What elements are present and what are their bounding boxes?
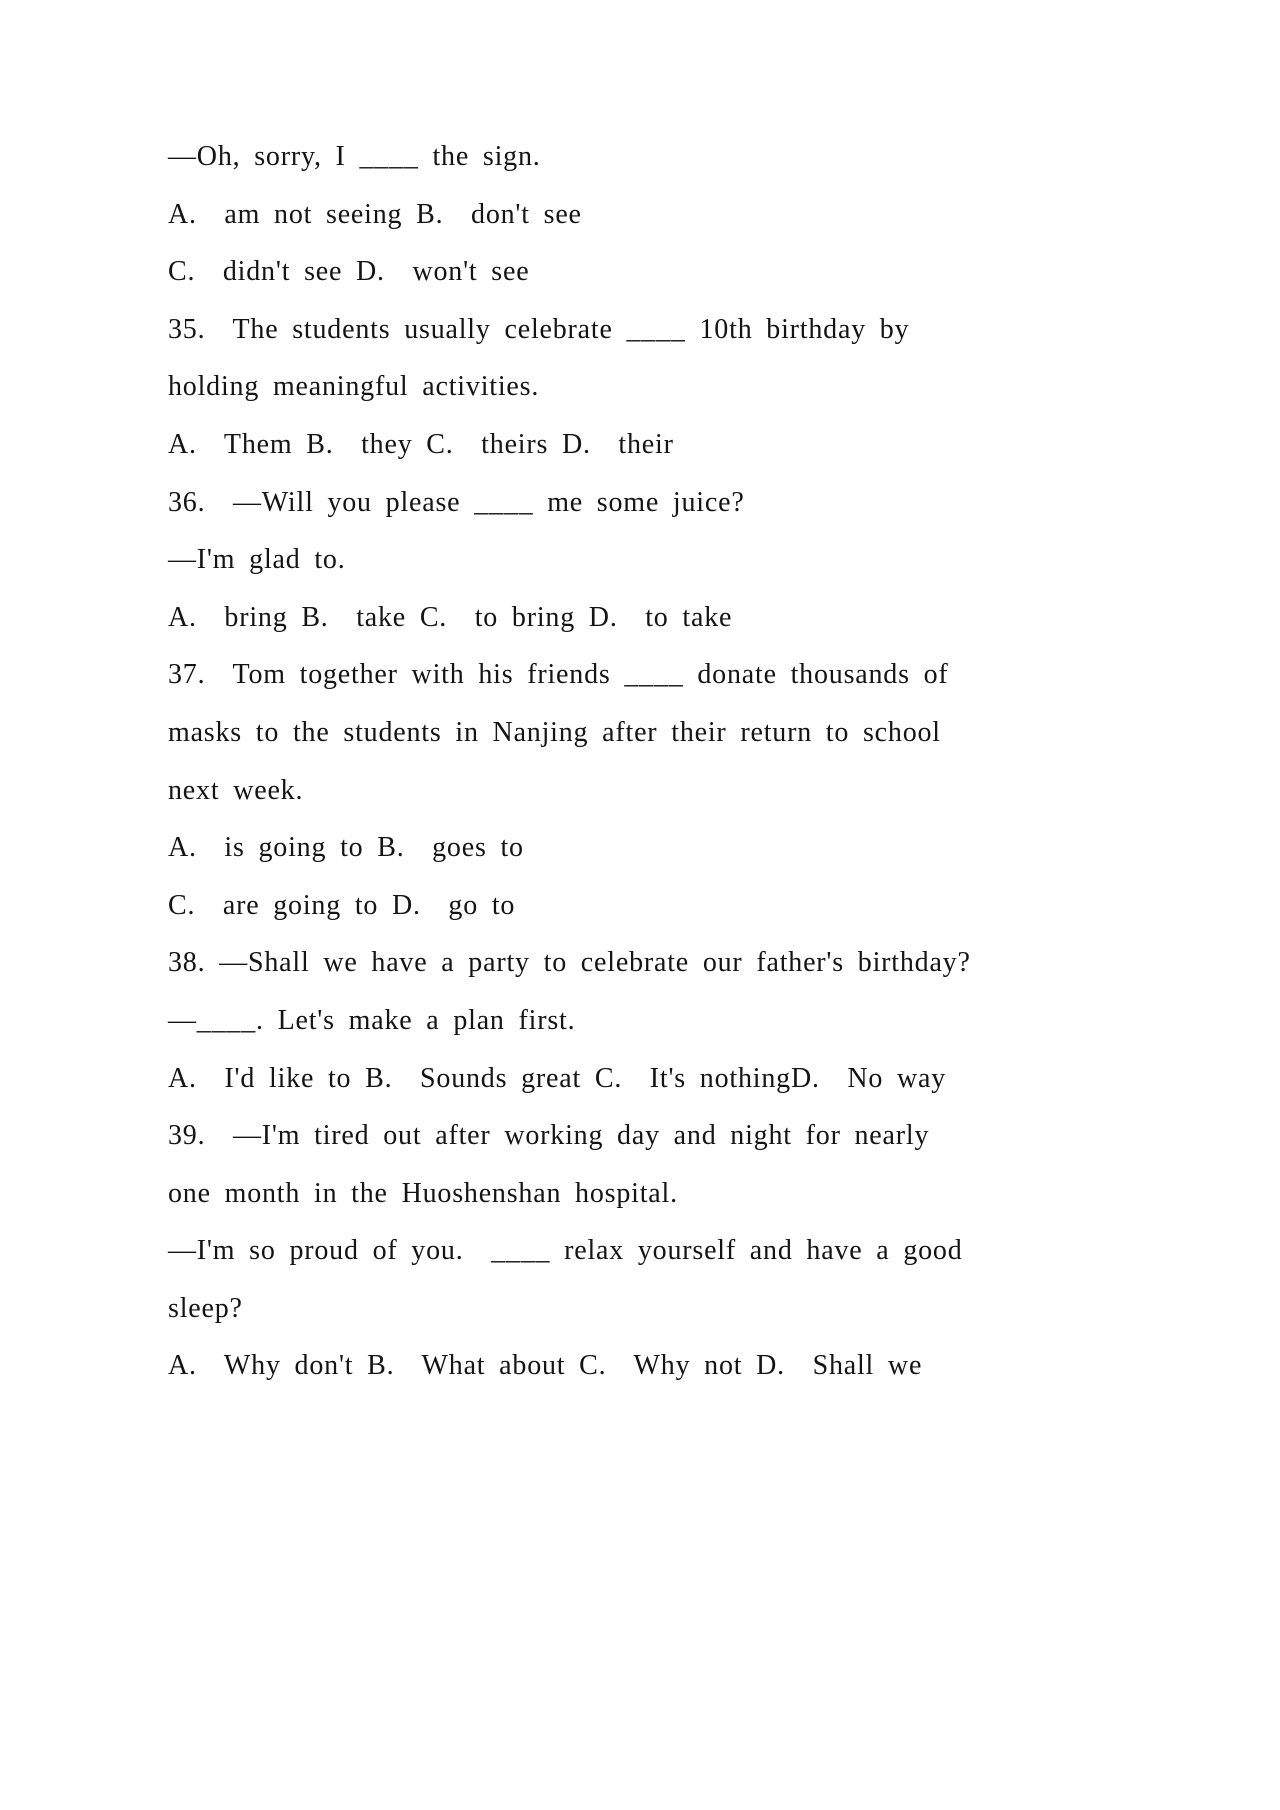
text-line: A. is going to B. goes to <box>168 832 524 864</box>
text-line: one month in the Huoshenshan hospital. <box>168 1177 678 1209</box>
text-line: —Oh, sorry, I ____ the sign. <box>168 141 541 172</box>
text-line: A. I'd like to B. Sounds great C. It's nothingD. No way <box>168 1062 947 1094</box>
text-line: 35. The students usually celebrate ____ 10th birthday by <box>168 313 910 345</box>
text-line: masks to the students in Nanjing after their return to school <box>168 716 941 748</box>
text-line: A. am not seeing B. don't see <box>168 198 582 230</box>
text-line: 36. —Will you please ____ me some juice? <box>168 486 745 518</box>
text-line: sleep? <box>168 1292 243 1324</box>
text-line: A. Them B. they C. theirs D. their <box>168 428 674 460</box>
text-line: holding meaningful activities. <box>168 371 540 403</box>
text-line: A. bring B. take C. to bring D. to take <box>168 601 733 633</box>
text-line: A. Why don't B. What about C. Why not D. Shall we <box>168 1350 923 1382</box>
text-line: —I'm glad to. <box>168 544 346 576</box>
text-line: next week. <box>168 774 304 806</box>
quiz-text-block <box>168 128 971 1395</box>
text-line: C. are going to D. go to <box>168 889 516 921</box>
text-line: —____. Let's make a plan first. <box>168 1004 576 1036</box>
text-line: 37. Tom together with his friends ____ donate thousands of <box>168 659 949 691</box>
text-line: 39. —I'm tired out after working day and night for nearly <box>168 1120 930 1152</box>
text-line: C. didn't see D. won't see <box>168 256 530 288</box>
text-line: 38. —Shall we have a party to celebrate our father's birthday? <box>168 947 971 979</box>
text-line: —I'm so proud of you. ____ relax yourself and have a good <box>168 1235 963 1267</box>
